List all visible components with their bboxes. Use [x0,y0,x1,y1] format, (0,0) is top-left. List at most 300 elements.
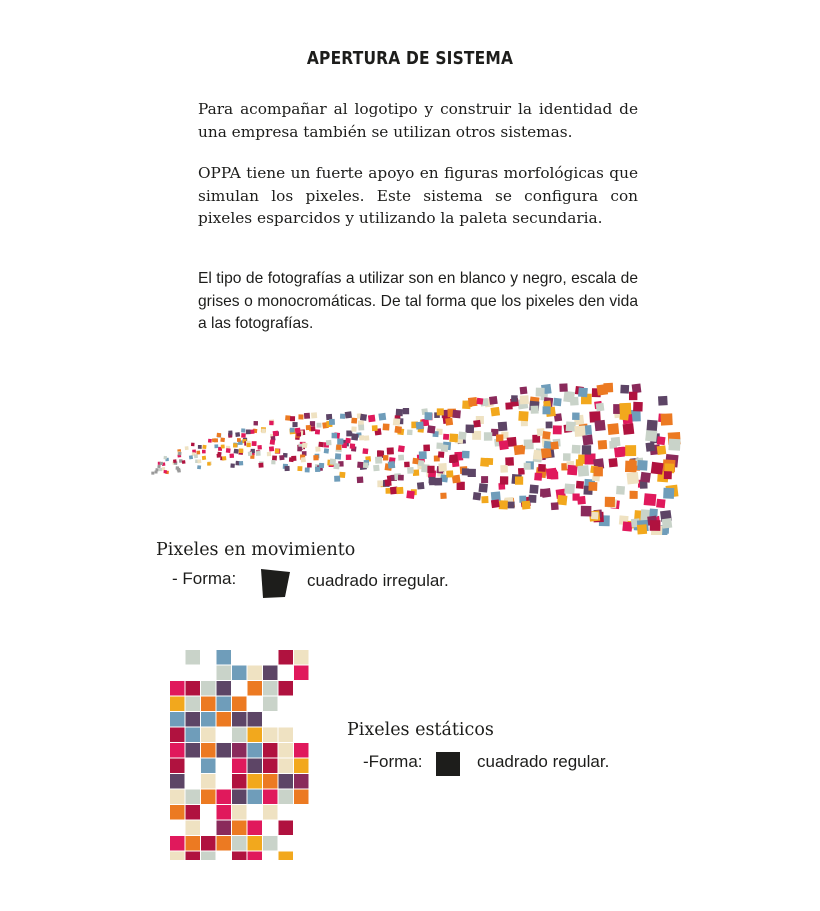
grid-pixel [263,759,278,774]
moving-pixels-title: Pixeles en movimiento [156,540,356,560]
grid-pixel [248,666,263,681]
wave-pixel [290,428,295,433]
wave-pixel [515,477,523,485]
wave-pixel [302,442,308,448]
wave-pixel [216,433,221,438]
wave-pixel [241,433,246,438]
wave-pixel [324,448,329,453]
wave-pixel [511,395,518,402]
wave-pixel [664,471,672,479]
wave-pixel [427,466,434,473]
grid-pixel [248,728,263,743]
wave-pixel [372,425,378,431]
grid-pixel [217,836,232,851]
grid-pixel [217,821,232,836]
wave-pixel [162,467,166,471]
wave-pixel [351,418,357,424]
wave-pixel [345,438,351,444]
wave-pixel [220,438,225,443]
grid-pixel [248,774,263,789]
wave-pixel [398,445,405,452]
wave-pixel [619,403,631,415]
grid-pixel [217,712,232,727]
wave-pixel [306,425,311,430]
wave-pixel [572,413,580,421]
grid-pixel [201,774,216,789]
grid-pixel [232,774,247,789]
grid-pixel [217,681,232,696]
wave-pixel [449,434,458,443]
wave-pixel [256,451,261,456]
wave-pixel [614,447,625,458]
wave-pixel [404,462,410,468]
wave-pixel [285,466,290,471]
grid-pixel [263,666,278,681]
wave-pixel [234,449,239,454]
wave-pixel [364,435,369,440]
wave-pixel [419,451,427,459]
grid-pixel [201,790,216,805]
grid-pixel [248,836,263,851]
wave-pixel [534,473,542,481]
grid-pixel [279,759,294,774]
wave-pixel [230,463,235,468]
page-title: APERTURA DE SISTEMA [306,48,514,69]
grid-pixel [217,666,232,681]
grid-pixel [263,774,278,789]
grid-pixel [263,743,278,758]
wave-pixel [248,452,252,456]
grid-pixel [186,650,201,665]
grid-pixel [232,697,247,712]
grid-pixel [170,836,185,851]
grid-pixel [170,728,185,743]
wave-pixel [656,499,665,508]
wave-pixel [398,475,404,481]
grid-pixel [232,805,247,820]
wave-pixel [625,445,636,456]
wave-pixel [445,418,453,426]
wave-pixel [345,411,352,418]
grid-pixel [248,759,263,774]
grid-pixel [186,790,201,805]
grid-pixel [232,821,247,836]
wave-pixel [542,431,551,440]
wave-pixel [378,413,386,421]
wave-pixel [637,460,648,471]
intro-paragraph: Para acompañar al logotipo y construir la identidad de una empresa también se utilizan otros sistemas. [198,100,638,141]
wave-pixel [360,414,367,421]
wave-pixel [637,524,647,534]
wave-pixel [339,472,345,478]
wave-pixel [499,500,508,509]
wave-pixel [661,413,673,425]
wave-pixel [252,441,257,446]
wave-pixel [596,403,605,412]
wave-pixel [363,462,369,468]
wave-pixel [541,448,552,459]
wave-pixel [478,483,487,492]
wave-pixel [269,421,273,425]
wave-pixel [458,432,466,440]
grid-pixel [248,681,263,696]
moving-form-value: cuadrado irregular. [307,571,449,590]
wave-pixel [550,472,558,480]
wave-pixel [578,387,588,397]
wave-pixel [524,439,534,449]
grid-pixel [186,821,201,836]
wave-pixel [315,446,320,451]
wave-pixel [484,432,492,440]
wave-pixel [375,457,382,464]
wave-pixel [462,451,470,459]
grid-pixel [263,728,278,743]
grid-pixel [186,743,201,758]
static-pixels-illustration [170,650,315,860]
wave-pixel [178,452,182,456]
wave-pixel [261,429,266,434]
wave-pixel [398,455,404,461]
wave-pixel [357,462,364,469]
grid-pixel [170,759,185,774]
wave-pixel [202,450,206,454]
grid-pixel [279,774,294,789]
wave-pixel [189,455,193,459]
wave-pixel [359,435,364,440]
grid-pixel [279,650,294,665]
grid-pixel [232,728,247,743]
wave-pixel [387,447,394,454]
wave-pixel [498,422,508,432]
wave-pixel [452,410,461,419]
wave-pixel [538,464,546,472]
wave-pixel [163,470,166,473]
wave-pixel [550,441,558,449]
wave-pixel [649,509,658,518]
wave-pixel [605,497,615,507]
wave-pixel [508,502,515,509]
moving-form-label: - Forma: [172,569,237,588]
wave-pixel [427,425,435,433]
wave-pixel [368,415,376,423]
wave-pixel [480,458,489,467]
wave-pixel [239,449,244,454]
wave-pixel [275,449,279,453]
wave-pixel [462,468,469,475]
grid-pixel [170,712,185,727]
grid-pixel [263,681,278,696]
wave-pixel [559,383,567,391]
wave-pixel [481,476,488,483]
wave-pixel [177,469,181,473]
wave-pixel [257,445,262,450]
wave-pixel [212,438,216,442]
grid-pixel [294,774,309,789]
grid-pixel [294,759,309,774]
wave-pixel [500,476,508,484]
grid-pixel [201,759,216,774]
wave-pixel [279,455,284,460]
wave-pixel [222,456,226,460]
wave-pixel [412,458,419,465]
wave-pixel [151,472,154,475]
wave-pixel [499,440,509,450]
grid-pixel [294,666,309,681]
wave-pixel [662,518,673,529]
wave-pixel [468,397,478,407]
wave-pixel [582,435,593,446]
wave-pixel [518,411,528,421]
wave-pixel [416,421,424,429]
wave-pixel [196,451,200,455]
wave-pixel [522,501,531,510]
wave-pixel [476,398,483,405]
wave-pixel [315,429,320,434]
wave-pixel [644,493,657,506]
grid-pixel [248,790,263,805]
wave-pixel [650,520,661,531]
wave-pixel [557,495,567,505]
wave-pixel [531,406,539,414]
wave-pixel [383,424,390,431]
wave-pixel [267,452,271,456]
grid-pixel [279,790,294,805]
wave-pixel [551,502,559,510]
wave-pixel [651,462,664,475]
wave-pixel [394,426,402,434]
wave-pixel [630,491,638,499]
wave-pixel [536,388,545,397]
wave-pixel [581,506,592,517]
wave-pixel [233,443,237,447]
grid-pixel [263,836,278,851]
wave-pixel [640,472,651,483]
wave-pixel [228,431,232,435]
wave-pixel [473,492,481,500]
wave-pixel [290,416,295,421]
wave-pixel [235,432,240,437]
wave-pixel [159,468,162,471]
wave-pixel [594,420,605,431]
wave-pixel [214,444,218,448]
wave-pixel [373,465,380,472]
wave-pixel [449,454,458,463]
wave-pixel [357,476,364,483]
wave-pixel [563,453,571,461]
wave-pixel [298,414,303,419]
photography-paragraph: El tipo de fotografías a utilizar son en blanco y negro, escala de grises o monocromáticas. De tal forma que los pixeles den vida a las fotografías. [198,270,638,332]
wave-pixel [598,440,608,450]
wave-pixel [443,434,449,440]
wave-pixel [208,439,212,443]
wave-pixel [489,396,498,405]
grid-pixel [201,743,216,758]
wave-pixel [541,488,551,498]
grid-pixel [279,681,294,696]
grid-pixel [201,836,216,851]
static-pixels-title: Pixeles estáticos [347,720,494,740]
grid-pixel [201,852,216,861]
wave-pixel [254,421,258,425]
grid-pixel [217,805,232,820]
regular-square-icon [436,752,460,776]
wave-pixel [194,454,198,458]
wave-pixel [350,443,356,449]
wave-pixel [304,413,310,419]
wave-pixel [160,462,163,465]
wave-pixel [346,455,351,460]
wave-pixel [481,496,488,503]
wave-pixel [307,463,312,468]
wave-pixel [546,421,553,428]
wave-pixel [663,488,674,499]
grid-pixel [279,743,294,758]
wave-pixel [326,440,332,446]
wave-pixel [407,430,413,436]
wave-pixel [202,456,206,460]
grid-pixel [232,836,247,851]
grid-pixel [232,759,247,774]
grid-pixel [186,805,201,820]
wave-pixel [258,463,263,468]
wave-pixel [393,418,401,426]
wave-pixel [241,428,245,432]
wave-pixel [429,478,436,485]
grid-pixel [170,805,185,820]
grid-pixel [170,790,185,805]
wave-pixel [491,499,500,508]
wave-pixel [335,453,341,459]
wave-pixel [202,445,206,449]
grid-pixel [232,666,247,681]
wave-pixel [516,445,525,454]
wave-pixel [500,465,508,473]
wave-pixel [383,455,388,460]
wave-pixel [377,450,383,456]
wave-pixel [388,461,395,468]
grid-pixel [232,743,247,758]
wave-pixel [574,426,585,437]
grid-pixel [232,852,247,861]
wave-pixel [440,493,446,499]
grid-pixel [217,743,232,758]
grid-pixel [170,852,185,861]
wave-pixel [564,484,575,495]
wave-pixel [340,414,345,419]
wave-pixel [182,460,186,464]
wave-pixel [351,426,356,431]
wave-pixel [237,438,241,442]
wave-pixel [297,447,302,452]
irregular-square-icon [258,566,294,600]
wave-pixel [337,438,343,444]
wave-pixel [173,459,177,463]
wave-pixel [217,452,221,456]
wave-pixel [191,443,195,447]
wave-pixel [553,398,561,406]
wave-pixel [301,457,306,462]
wave-pixel [423,445,430,452]
wave-pixel [311,412,317,418]
wave-pixel [609,458,618,467]
wave-pixel [578,465,590,477]
wave-pixel [418,460,424,466]
grid-pixel [232,790,247,805]
wave-pixel [332,433,338,439]
wave-pixel [270,439,275,444]
wave-pixel [496,434,503,441]
wave-pixel [611,437,621,447]
grid-pixel [201,681,216,696]
wave-pixel [588,482,597,491]
wave-pixel [336,445,341,450]
grid-pixel [263,790,278,805]
grid-pixel [232,712,247,727]
grid-pixel [170,697,185,712]
wave-pixel [657,445,667,455]
wave-pixel [362,448,368,454]
wave-pixel [247,443,251,447]
wave-pixel [597,384,609,396]
wave-pixel [572,445,581,454]
grid-pixel [248,852,263,861]
wave-pixel [403,408,409,414]
wave-pixel [334,476,340,482]
wave-pixel [446,470,453,477]
grid-pixel [186,712,201,727]
wave-pixel [607,423,619,435]
wave-pixel [396,487,403,494]
wave-pixel [396,409,403,416]
wave-pixel [197,459,201,463]
wave-pixel [438,451,444,457]
grid-pixel [170,774,185,789]
wave-pixel [625,461,637,473]
grid-pixel [217,790,232,805]
grid-pixel [248,743,263,758]
wave-pixel [406,490,415,499]
wave-pixel [313,455,318,460]
wave-pixel [491,407,501,417]
wave-pixel [570,397,579,406]
wave-pixel [297,466,302,471]
wave-pixel [285,415,291,421]
wave-pixel [164,456,167,459]
grid-pixel [263,805,278,820]
wave-pixel [622,521,632,531]
static-form-label: -Forma: [363,752,423,771]
wave-pixel [207,462,211,466]
wave-pixel [520,387,528,395]
grid-pixel [186,728,201,743]
wave-pixel [230,453,235,458]
wave-pixel [197,465,201,469]
grid-pixel [248,821,263,836]
wave-pixel [239,461,243,465]
moving-pixels-illustration [150,345,690,535]
wave-pixel [505,457,514,466]
wave-pixel [250,429,255,434]
wave-pixel [317,423,322,428]
grid-pixel [170,681,185,696]
wave-pixel [198,445,202,449]
wave-pixel [272,456,277,461]
wave-pixel [295,428,301,434]
system-paragraph: OPPA tiene un fuerte apoyo en figuras morfológicas que simulan los pixeles. Este sistema se configura con pixeles esparcidos y utilizando la paleta secundaria. [198,164,638,227]
wave-pixel [473,420,481,428]
wave-pixel [616,486,625,495]
wave-pixel [553,425,562,434]
